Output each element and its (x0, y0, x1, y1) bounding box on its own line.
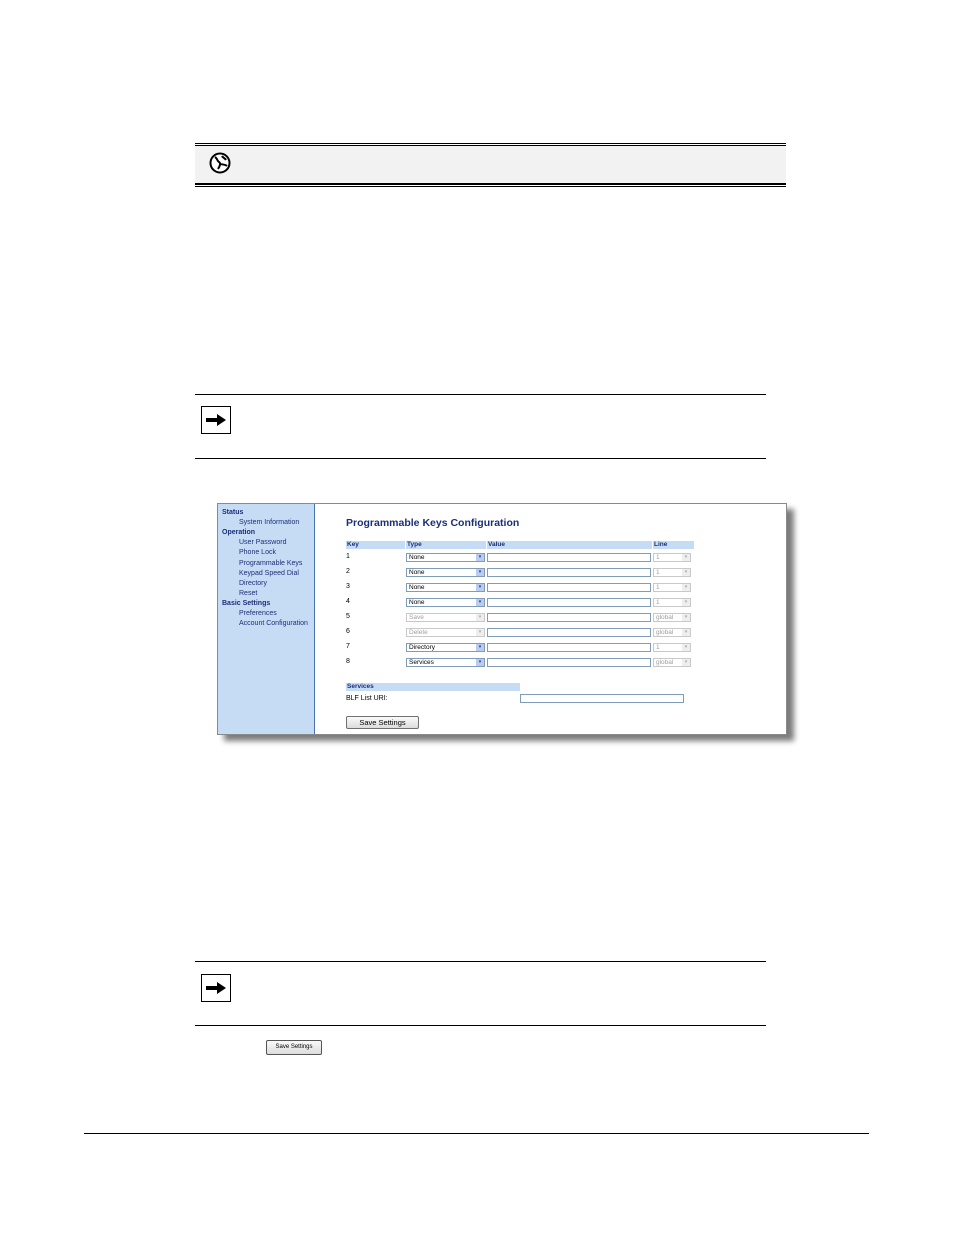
key-number: 5 (346, 613, 350, 620)
col-key: Key (346, 541, 405, 549)
key-number: 4 (346, 598, 350, 605)
chevron-down-icon: ▾ (476, 599, 484, 606)
nav-basic-settings[interactable]: Basic Settings (222, 600, 271, 607)
nav-status[interactable]: Status (222, 509, 244, 516)
key-line-value: global (656, 614, 674, 621)
key-line-select (653, 643, 691, 652)
key-type-select[interactable] (406, 553, 485, 562)
chevron-down-icon: ▾ (476, 584, 484, 591)
footer-rule (84, 1133, 869, 1134)
key-line-select (653, 568, 691, 577)
key-type-value: None (409, 584, 425, 591)
key-value-input[interactable] (487, 628, 651, 637)
nav-operation[interactable]: Operation (222, 529, 256, 536)
sidebar-nav (218, 504, 315, 734)
web-ui-banner (195, 146, 786, 183)
key-line-value: 1 (656, 569, 660, 576)
note-icon (201, 406, 231, 434)
key-number: 8 (346, 658, 350, 665)
key-line-select (653, 553, 691, 562)
arrow-right-icon (205, 981, 227, 995)
chevron-down-icon: ▾ (682, 629, 690, 636)
chevron-down-icon: ▾ (682, 644, 690, 651)
key-value-input[interactable] (487, 568, 651, 577)
col-type: Type (406, 541, 486, 549)
key-line-select (653, 583, 691, 592)
chevron-down-icon: ▾ (682, 569, 690, 576)
key-line-value: global (656, 629, 674, 636)
nav-reset[interactable]: Reset (239, 590, 258, 597)
key-number: 3 (346, 583, 350, 590)
chevron-down-icon: ▾ (476, 554, 484, 561)
nav-system-information[interactable]: System Information (239, 519, 300, 526)
chevron-down-icon: ▾ (682, 599, 690, 606)
nav-directory[interactable]: Directory (239, 580, 268, 587)
arrow-right-icon (205, 413, 227, 427)
key-type-value: Save (409, 614, 424, 621)
web-ui-screenshot (217, 503, 787, 735)
key-type-select[interactable] (406, 568, 485, 577)
key-number: 2 (346, 568, 350, 575)
chevron-down-icon: ▾ (682, 659, 690, 666)
banner-bottom-rule (195, 183, 786, 187)
key-line-value: 1 (656, 554, 660, 561)
key-type-value: None (409, 599, 425, 606)
key-value-input[interactable] (487, 658, 651, 667)
chevron-down-icon: ▾ (476, 644, 484, 651)
key-line-select (653, 613, 691, 622)
key-value-input[interactable] (487, 643, 651, 652)
blf-list-uri-input[interactable] (520, 694, 684, 703)
note2-icon (201, 974, 231, 1002)
key-number: 7 (346, 643, 350, 650)
chevron-down-icon: ▾ (682, 614, 690, 621)
key-type-select (406, 613, 485, 622)
key-value-input[interactable] (487, 553, 651, 562)
blf-label: BLF List URI: (346, 695, 388, 702)
chevron-down-icon: ▾ (682, 554, 690, 561)
note2-top-rule (195, 961, 766, 962)
key-line-select (653, 598, 691, 607)
nav-programmable-keys[interactable]: Programmable Keys (239, 560, 303, 567)
key-value-input[interactable] (487, 613, 651, 622)
key-value-input[interactable] (487, 598, 651, 607)
nav-user-password[interactable]: User Password (239, 539, 287, 546)
chevron-down-icon: ▾ (682, 584, 690, 591)
key-value-input[interactable] (487, 583, 651, 592)
nav-phone-lock[interactable]: Phone Lock (239, 549, 276, 556)
key-type-value: None (409, 554, 425, 561)
services-header: Services (346, 683, 520, 691)
key-line-value: 1 (656, 644, 660, 651)
key-line-value: 1 (656, 584, 660, 591)
content-pane (315, 504, 786, 734)
key-number: 6 (346, 628, 350, 635)
key-type-value: Services (409, 659, 434, 666)
key-line-value: 1 (656, 599, 660, 606)
key-type-select[interactable] (406, 598, 485, 607)
chevron-down-icon: ▾ (476, 614, 484, 621)
page-title: Programmable Keys Configuration (346, 517, 520, 529)
nav-preferences[interactable]: Preferences (239, 610, 277, 617)
nav-keypad-speed-dial[interactable]: Keypad Speed Dial (239, 570, 299, 577)
inline-save-settings-button: Save Settings (266, 1040, 322, 1055)
key-line-select (653, 658, 691, 667)
chevron-down-icon: ▾ (476, 659, 484, 666)
nav-account-configuration[interactable]: Account Configuration (239, 620, 308, 627)
key-type-value: Directory (409, 644, 436, 651)
key-number: 1 (346, 553, 350, 560)
col-value: Value (487, 541, 652, 549)
note2-bottom-rule (195, 1025, 766, 1026)
globe-icon (209, 152, 231, 174)
save-settings-button[interactable]: Save Settings (346, 716, 419, 729)
key-line-select (653, 628, 691, 637)
key-type-select[interactable] (406, 643, 485, 652)
key-type-select[interactable] (406, 583, 485, 592)
chevron-down-icon: ▾ (476, 629, 484, 636)
key-type-select[interactable] (406, 658, 485, 667)
key-line-value: global (656, 659, 674, 666)
key-type-select (406, 628, 485, 637)
col-line: Line (653, 541, 694, 549)
note-bottom-rule (195, 458, 766, 459)
key-type-value: None (409, 569, 425, 576)
note-top-rule (195, 394, 766, 395)
key-type-value: Delete (409, 629, 428, 636)
chevron-down-icon: ▾ (476, 569, 484, 576)
